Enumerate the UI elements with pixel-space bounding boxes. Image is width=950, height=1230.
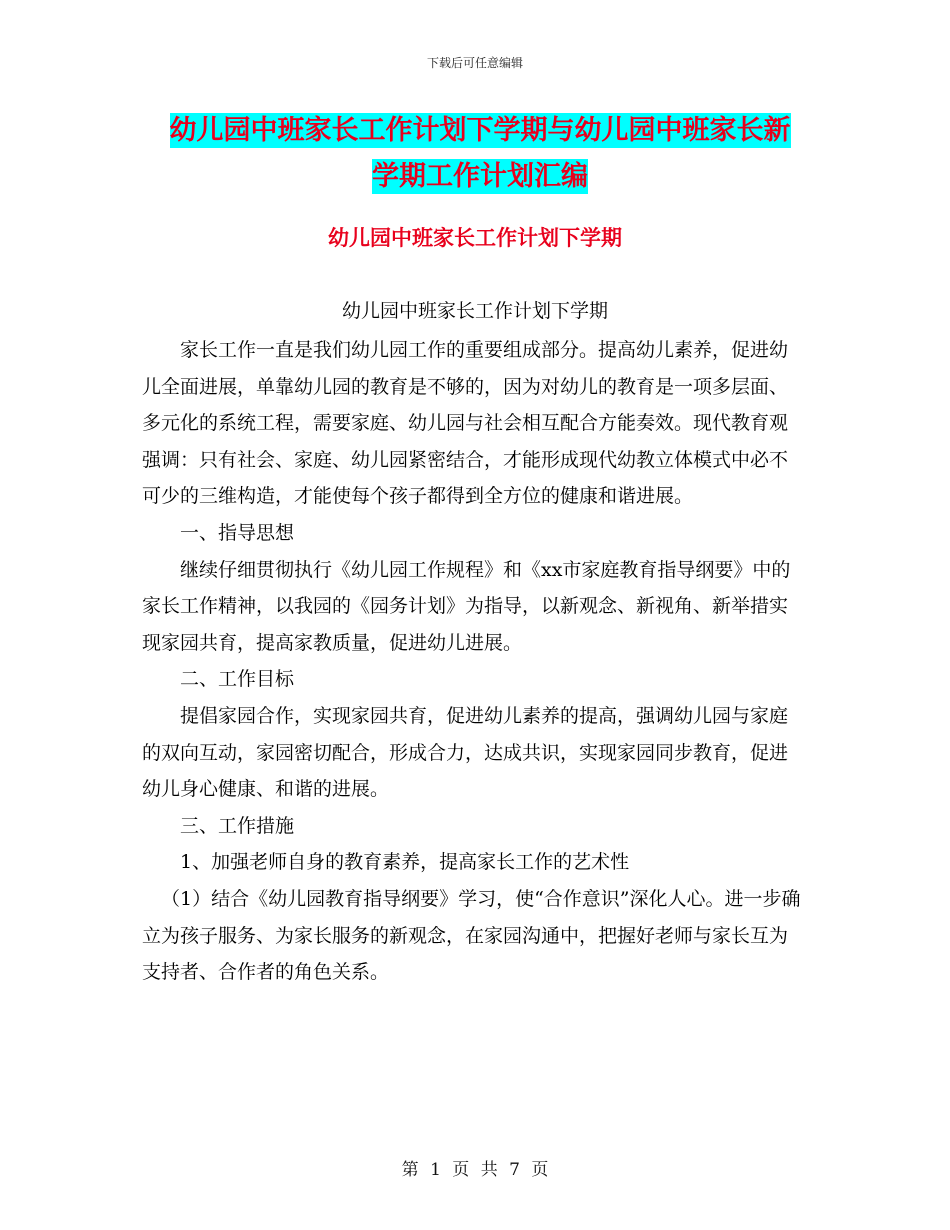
document-title [140,108,820,200]
header-note: 下载后可任意编辑 [426,56,523,70]
heading-work-goals: 二、工作目标 [180,668,295,691]
subtitle: 幼儿园中班家长工作计划下学期 [341,300,608,322]
paragraph-intro: 家长工作一直是我们幼儿园工作的重要组成部分。提高幼儿素养，促进幼儿全面进展，单靠幼儿园的教育是不够的，因为对幼儿的教育是一项多层面、多元化的系统工程，需要家庭、幼儿园与社会相互配合方能奏效。现代教育观强调：只有社会、家庭、幼儿园紧密结合，才能形成现代幼教立体模式中必不可少的三维构造，才能使每个孩子都得到全方位的健康和谐进展。 [142,339,789,508]
page-footer: 第 1 页 共 7 页 [401,1160,549,1180]
paragraph-guiding-ideology: 继续仔细贯彻执行《幼儿园工作规程》和《xx市家庭教育指导纲要》中的家长工作精神，以我园的《园务计划》为指导，以新观念、新视角、新举措实现家园共育，提高家教质量，促进幼儿进展。 [142,558,791,654]
heading-work-measures: 三、工作措施 [180,814,295,837]
paragraph-work-goals: 提倡家园合作，实现家园共育，促进幼儿素养的提高，强调幼儿园与家庭的双向互动，家园密切配合，形成合力，达成共识，实现家园同步教育，促进幼儿身心健康、和谐的进展。 [142,704,789,801]
body-text [142,332,802,991]
section-heading: 幼儿园中班家长工作计划下学期 [328,226,622,250]
paragraph-measure-1: 1、加强老师自身的教育素养，提高家长工作的艺术性 [180,851,630,874]
paragraph-measure-1-1: （1）结合《幼儿园教育指导纲要》学习，使“合作意识”深化人心。进一步确立为孩子服务、为家长服务的新观念，在家园沟通中，把握好老师与家长互为支持者、合作者的角色关系。 [142,887,801,984]
heading-guiding-ideology: 一、指导思想 [180,521,295,544]
document-title-line2: 学期工作计划汇编 [372,161,588,192]
document-title-line1: 幼儿园中班家长工作计划下学期与幼儿园中班家长新 [169,115,791,146]
